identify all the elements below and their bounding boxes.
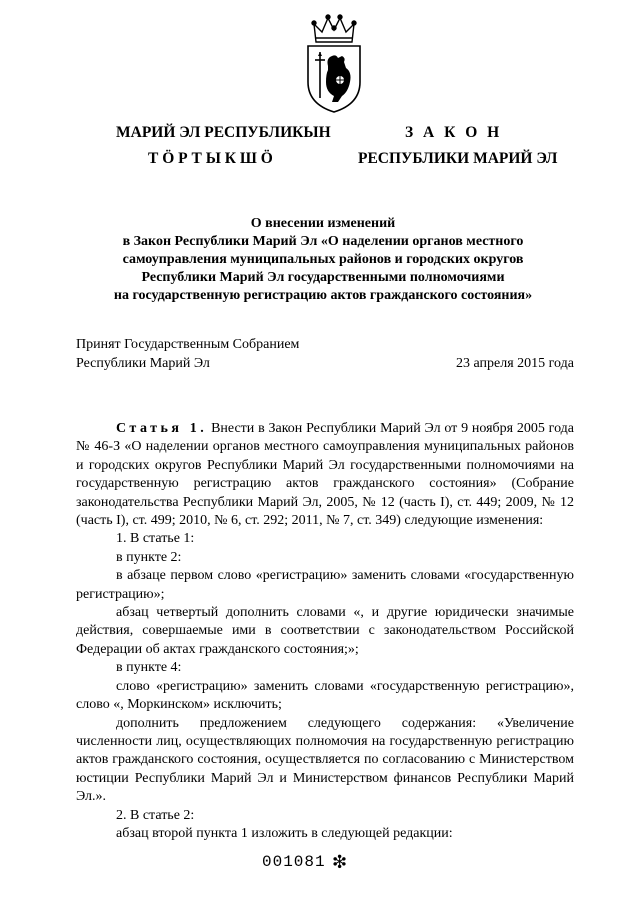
article-paragraph: 2. В статье 2: <box>116 807 195 823</box>
article-label: Статья 1. <box>116 421 208 436</box>
adoption-date: 23 апреля 2015 года <box>456 356 574 371</box>
article-paragraph: дополнить предложением следующего содержания: «Увеличение численности лиц, осуществляющих полномочия на государственную регистрацию актов гражданского состояния, осуществляется по согласованию с Министерством юстиции Республики Марий Эл и Министерством финансов Республики Марий Эл.». <box>76 715 574 805</box>
header-left-line2: Т Ӧ Р Т Ы К Ш Ӧ <box>148 150 273 167</box>
adopted-by <box>76 335 299 373</box>
law-title-line: Республики Марий Эл государственными полномочиями <box>141 270 505 285</box>
document-number: 001081 <box>262 853 326 871</box>
header-right-line2: РЕСПУБЛИКИ МАРИЙ ЭЛ <box>358 150 558 167</box>
article-paragraph: слово «регистрацию» заменить словами «государственную регистрацию», слово «, Моркинском» исключить; <box>76 678 574 713</box>
article-paragraph: в пункте 2: <box>116 549 182 565</box>
article-paragraph: абзац четвертый дополнить словами «, и другие юридически значимые действия, совершаемые ими в соответствии с законодательством Российской Федерации об актах гражданского состояния;»; <box>76 605 574 657</box>
header-left-line1: МАРИЙ ЭЛ РЕСПУБЛИКЫН <box>116 124 331 141</box>
adopted-line2: Республики Марий Эл <box>76 356 210 371</box>
article-paragraph: 1. В статье 1: <box>116 531 195 547</box>
law-title-line: О внесении изменений <box>250 216 396 231</box>
header-right-line1: З А К О Н <box>405 124 503 141</box>
adopted-line1: Принят Государственным Собранием <box>76 337 300 352</box>
law-title-line: самоуправления муниципальных районов и городских округов <box>122 252 524 267</box>
article-paragraph: абзац второй пункта 1 изложить в следующей редакции: <box>116 825 453 841</box>
article-paragraph: в пункте 4: <box>116 660 182 676</box>
law-title-line: в Закон Республики Марий Эл «О наделении органов местного <box>122 234 524 249</box>
article-body <box>76 420 574 843</box>
coat-of-arms-emblem <box>302 12 366 116</box>
article-paragraph: Внести в Закон Республики Марий Эл от 9 ноября 2005 года № 46-З «О наделении органов местного самоуправления муниципальных районов и городских округов Республики Марий Эл государственными полномочиями на государственную регистрацию актов гражданского состояния» (Собрание законодательства Республики Марий Эл, 2005, № 12 (часть I), ст. 449; 2009, № 12 (часть I), ст. 499; 2010, № 6, ст. 292; 2011, № 7, ст. 349) следующие изменения: <box>76 421 575 529</box>
asterisk-icon: ❇ <box>332 852 348 873</box>
law-title <box>60 215 586 305</box>
law-title-line: на государственную регистрацию актов гражданского состояния» <box>113 288 533 303</box>
article-paragraph: в абзаце первом слово «регистрацию» заменить словами «государственную регистрацию»; <box>76 568 574 602</box>
